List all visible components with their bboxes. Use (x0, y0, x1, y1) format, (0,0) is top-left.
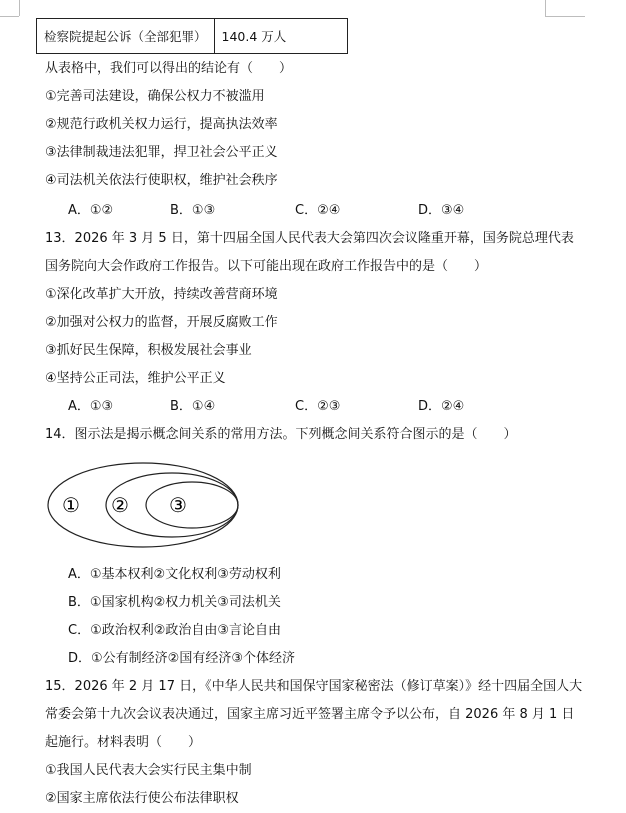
q14-option-a: A．①基本权利②文化权利③劳动权利 (68, 567, 281, 582)
q14-option-d: D．①公有制经济②国有经济③个体经济 (68, 651, 295, 666)
q12-option-b: B．①③ (170, 203, 216, 218)
diagram-label-1: ① (62, 493, 80, 517)
q12-statement-1: ①完善司法建设，确保公权力不被滥用 (45, 89, 265, 104)
diagram-label-3: ③ (169, 493, 187, 517)
q15-statement-2: ②国家主席依法行使公布法律职权 (45, 791, 239, 806)
q12-stem: 从表格中，我们可以得出的结论有（ ） (45, 61, 293, 76)
q13-statement-1: ①深化改革扩大开放，持续改善营商环境 (45, 287, 278, 302)
q12-option-c: C．②④ (295, 203, 341, 218)
q13-option-c: C．②③ (295, 399, 341, 414)
q12-option-d: D．③④ (418, 203, 465, 218)
diagram-label-2: ② (111, 493, 129, 517)
table-cell-value: 140.4 万人 (214, 19, 347, 54)
q13-option-a: A．①③ (68, 399, 114, 414)
q13-stem-line-2: 国务院向大会作政府工作报告。以下可能出现在政府工作报告中的是（ ） (45, 259, 488, 274)
q12-statement-2: ②规范行政机关权力运行，提高执法效率 (45, 117, 278, 132)
q13-stem-line-1: 13．2026 年 3 月 5 日，第十四届全国人民代表大会第四次会议隆重开幕，国务院总理代表 (45, 231, 574, 246)
crop-mark-left (19, 0, 20, 16)
q13-option-b: B．①④ (170, 399, 216, 414)
q15-stem-line-3: 起施行。材料表明（ ） (45, 735, 202, 750)
q14-option-c: C．①政治权利②政治自由③言论自由 (68, 623, 282, 638)
q14-stem: 14．图示法是揭示概念间关系的常用方法。下列概念间关系符合图示的是（ ） (45, 427, 517, 442)
crop-mark-right-h (545, 16, 585, 17)
q15-stem-line-1: 15．2026 年 2 月 17 日，《中华人民共和国保守国家秘密法（修订草案）》经十四届全国人大 (45, 679, 583, 694)
q13-option-d: D．②④ (418, 399, 465, 414)
table-cell-label: 检察院提起公诉（全部犯罪） (37, 19, 215, 54)
q13-statement-4: ④坚持公正司法，维护公平正义 (45, 371, 226, 386)
q12-statement-4: ④司法机关依法行使职权，维护社会秩序 (45, 173, 278, 188)
inner-ellipse (146, 482, 238, 528)
q12-statement-3: ③法律制裁违法犯罪，捍卫社会公平正义 (45, 145, 278, 160)
concept-diagram (45, 460, 241, 550)
q15-stem-line-2: 常委会第十九次会议表决通过，国家主席习近平签署主席令予以公布，自 2026 年 8 月 1 日 (45, 707, 575, 722)
q13-statement-2: ②加强对公权力的监督，开展反腐败工作 (45, 315, 278, 330)
q12-option-a: A．①② (68, 203, 114, 218)
crop-mark-right (545, 0, 546, 16)
q13-statement-3: ③抓好民生保障，积极发展社会事业 (45, 343, 252, 358)
statistics-table (36, 18, 348, 54)
table-row (37, 19, 348, 54)
q15-statement-1: ①我国人民代表大会实行民主集中制 (45, 763, 252, 778)
q14-option-b: B．①国家机构②权力机关③司法机关 (68, 595, 281, 610)
crop-mark-left-h (0, 16, 19, 17)
